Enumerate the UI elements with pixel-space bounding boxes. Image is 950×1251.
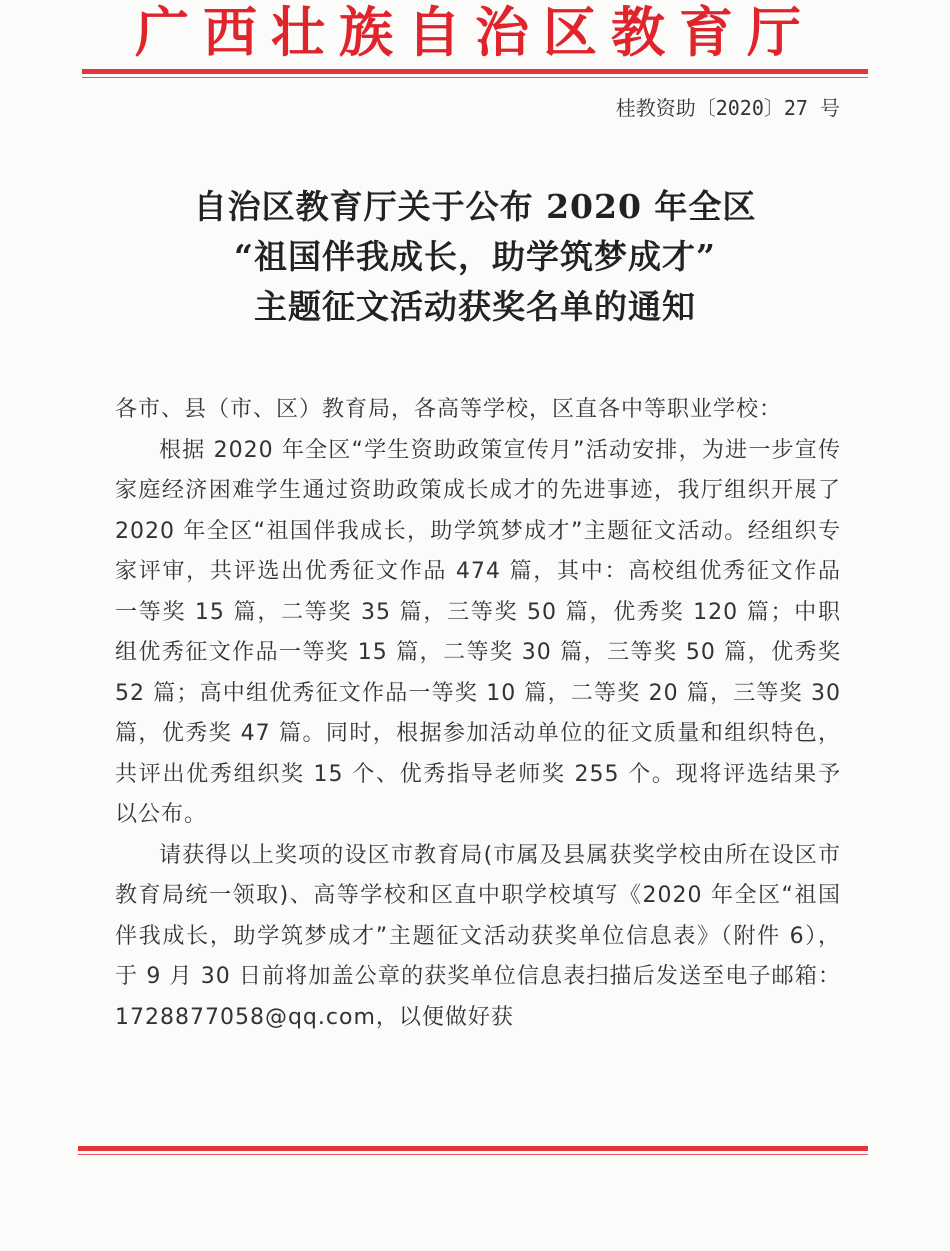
title-line-2: “祖国伴我成长，助学筑梦成才” <box>234 237 716 276</box>
paragraph-1: 根据 2020 年全区“学生资助政策宣传月”活动安排，为进一步宣传家庭经济困难学生通过资助政策成长成才的先进事迹，我厅组织开展了 2020 年全区“祖国伴我成长，助学筑梦成才”主题征文活动。经组织专家评审，共评选出优秀征文作品 474 篇，其中：高校组优秀征文作品一等奖 15 篇，二等奖 35 篇，三等奖 50 篇，优秀奖 120 篇；中职组优秀征文作品一等奖 15 篇，二等奖 30 篇，三等奖 50 篇，优秀奖 52 篇；高中组优秀征文作品一等奖 10 篇，二等奖 20 篇，三等奖 30 篇，优秀奖 47 篇。同时，根据参加活动单位的征文质量和组织特色，共评出优秀组织奖 15 个、优秀指导老师奖 255 个。现将评选结果予以公布。 <box>115 437 841 827</box>
title-line-1: 自治区教育厅关于公布 2020 年全区 <box>193 187 757 226</box>
footer-rule-thin <box>78 1154 868 1155</box>
header-rule-thin <box>82 77 868 78</box>
salutation: 各市、县（市、区）教育局，各高等学校，区直各中等职业学校： <box>115 397 783 422</box>
document-body <box>115 390 841 1038</box>
title-line-3: 主题征文活动获奖名单的通知 <box>254 287 696 326</box>
document-title <box>0 182 950 332</box>
header-rule-thick <box>82 69 868 74</box>
issuer-header: 广西壮族自治区教育厅 <box>135 0 815 64</box>
footer-rule-thick <box>78 1146 868 1151</box>
paragraph-2: 请获得以上奖项的设区市教育局(市属及县属获奖学校由所在设区市教育局统一领取)、高等学校和区直中职学校填写《2020 年全区“祖国伴我成长，助学筑梦成才”主题征文活动获奖单位信息表》（附件 6），于 9 月 30 日前将加盖公章的获奖单位信息表扫描后发送至电子邮箱：1728877058@qq.com，以便做好获 <box>115 842 841 1030</box>
document-number: 桂教资助〔2020〕27 号 <box>615 96 840 120</box>
